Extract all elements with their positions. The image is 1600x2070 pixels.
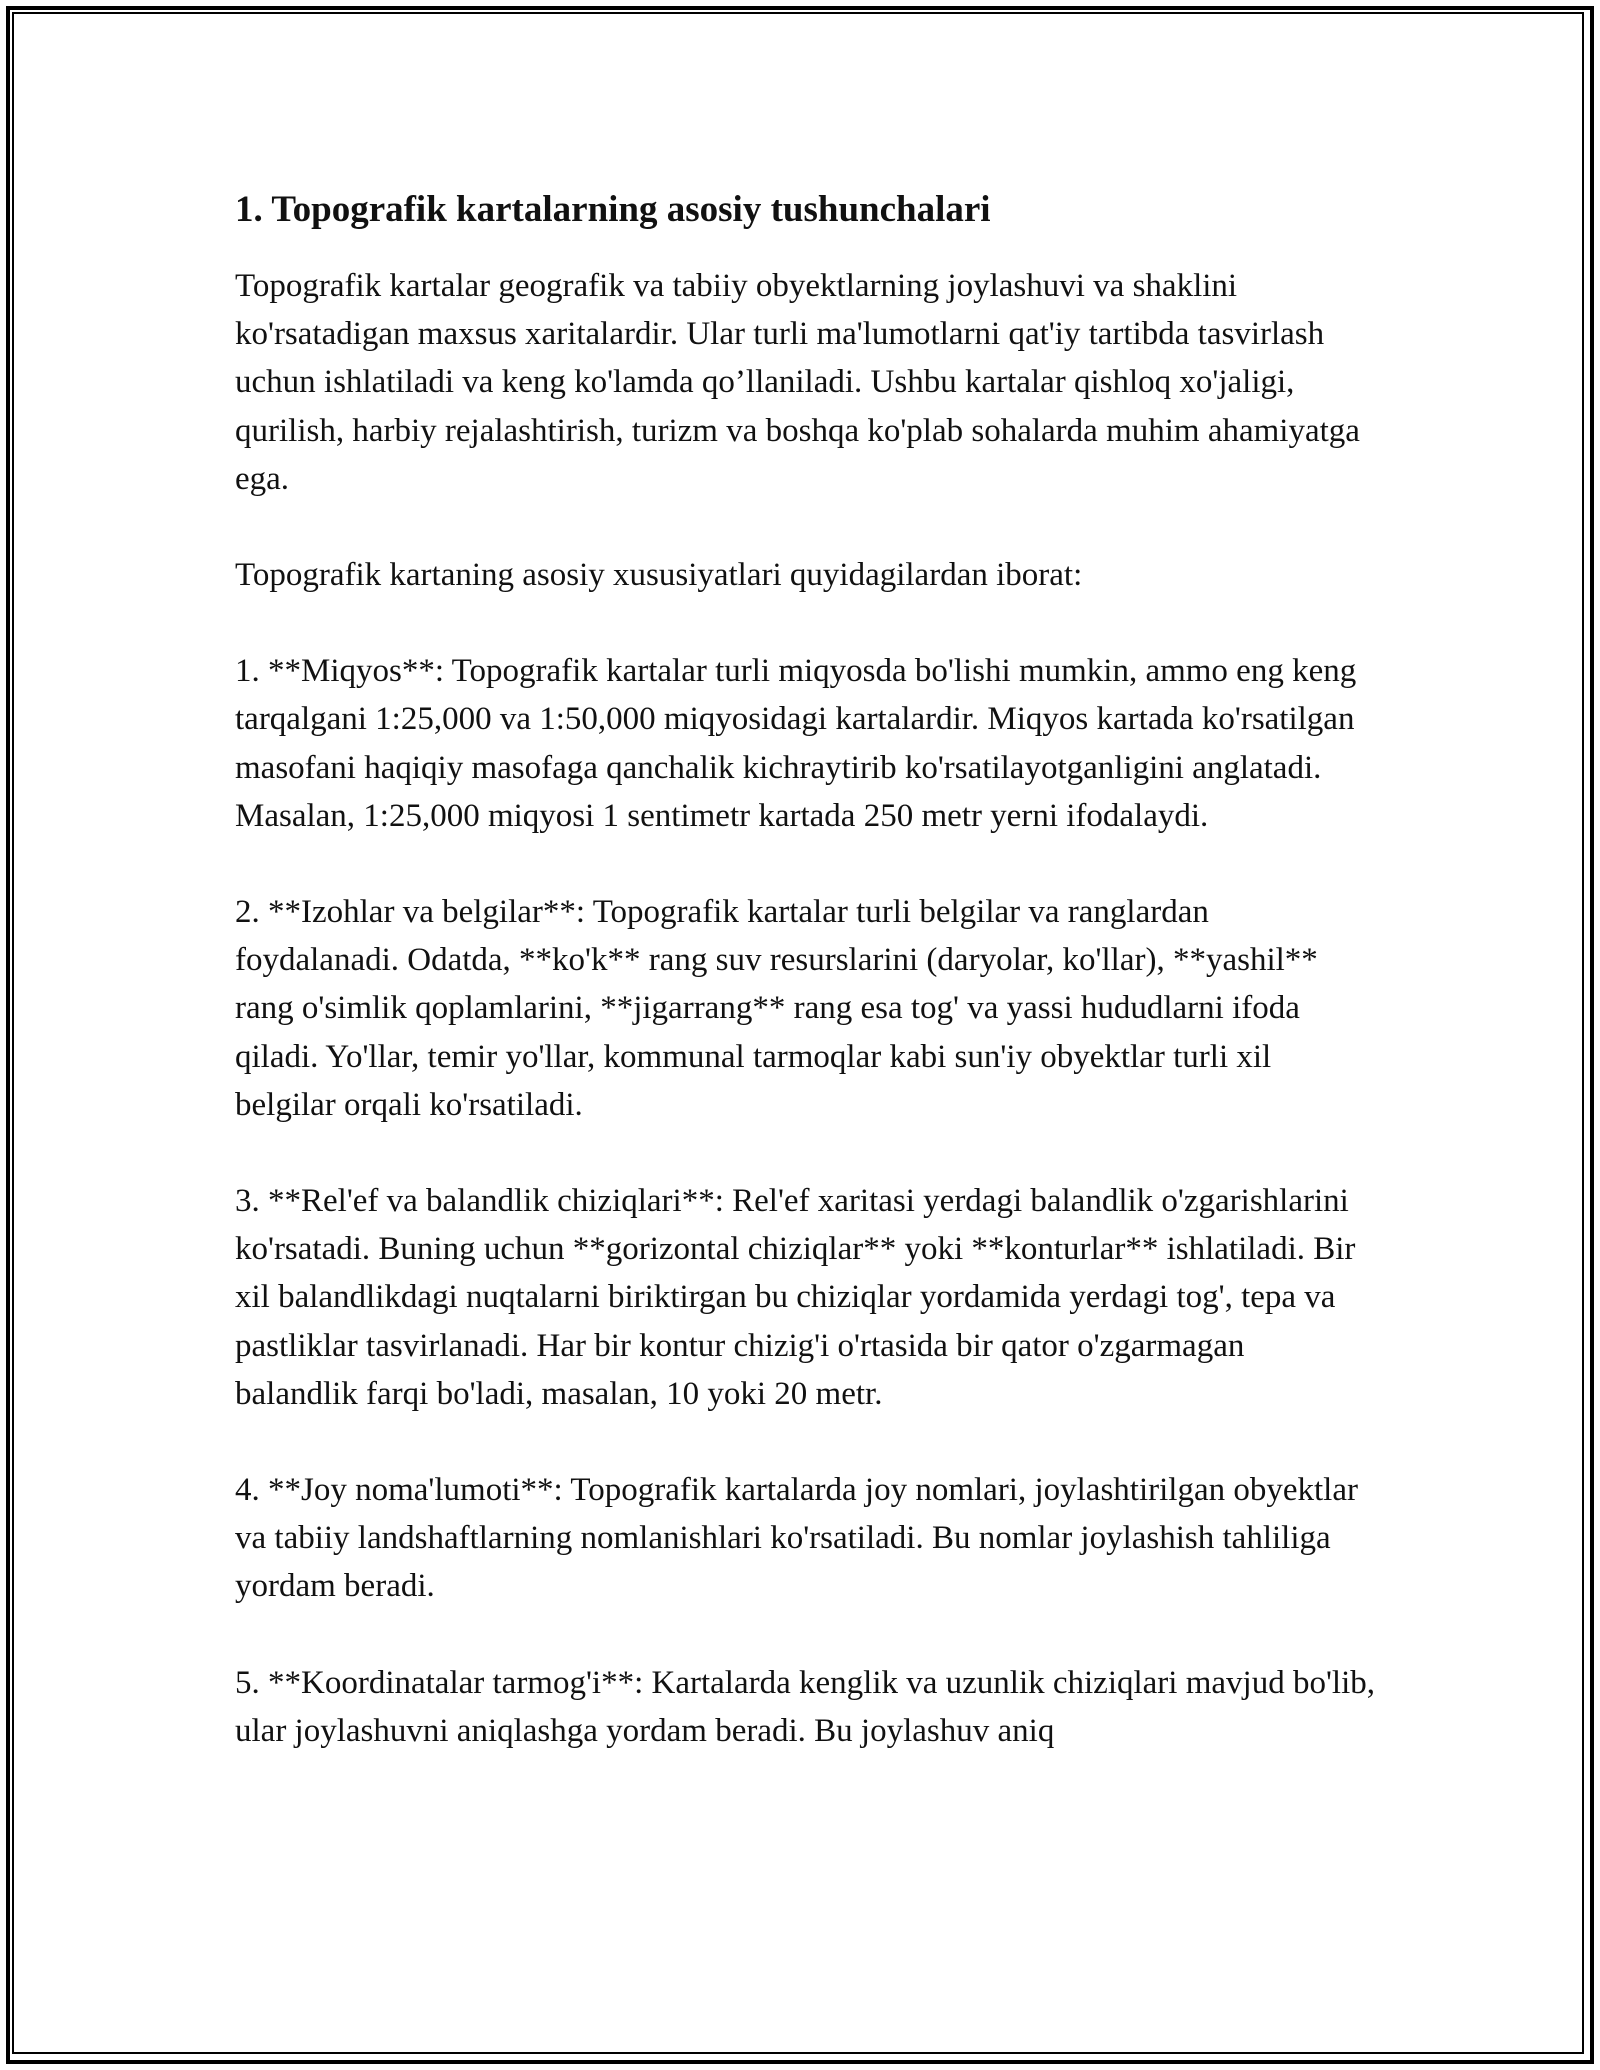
paragraph-place-names: 4. **Joy noma'lumoti**: Topografik kartalarda joy nomlari, joylashtirilgan obyektlar va tabiiy landshaftlarning nomlanishlari ko'rsatiladi. Bu nomlar joylashish tahliliga yordam beradi. — [235, 1472, 1358, 1605]
document-body — [235, 186, 1375, 1755]
paragraph-intro: Topografik kartalar geografik va tabiiy obyektlarning joylashuvi va shaklini ko'rsatadigan maxsus xaritalardir. Ular turli ma'lumotlarni qat'iy tartibda tasvirlash uchun ishlatiladi va keng ko'lamda qo’llaniladi. Ushbu kartalar qishloq xo'jaligi, qurilish, harbiy rejalashtirish, turizm va boshqa ko'plab sohalarda muhim ahamiyatga ega. — [235, 268, 1360, 497]
section-title: 1. Topografik kartalarning asosiy tushunchalari — [235, 189, 991, 230]
paragraph-scale: 1. **Miqyos**: Topografik kartalar turli miqyosda bo'lishi mumkin, ammo eng keng tarqalgani 1:25,000 va 1:50,000 miqyosidagi kartalardir. Miqyos kartada ko'rsatilgan masofani haqiqiy masofaga qanchalik kichraytirib ko'rsatilayotganligini anglatadi. Masalan, 1:25,000 miqyosi 1 sentimetr kartada 250 metr yerni ifodalaydi. — [235, 653, 1357, 834]
paragraph-features-intro: Topografik kartaning asosiy xususiyatlari quyidagilardan iborat: — [235, 557, 1083, 594]
paragraph-symbols: 2. **Izohlar va belgilar**: Topografik kartalar turli belgilar va ranglardan foydalanadi. Odatda, **ko'k** rang suv resurslarini (daryolar, ko'llar), **yashil** rang o'simlik qoplamlarini, **jigarrang** rang esa tog' va yassi hududlarni ifoda qiladi. Yo'llar, temir yo'llar, kommunal tarmoqlar kabi sun'iy obyektlar turli xil belgilar orqali ko'rsatiladi. — [235, 894, 1318, 1123]
paragraph-coordinates: 5. **Koordinatalar tarmog'i**: Kartalarda kenglik va uzunlik chiziqlari mavjud bo'lib, ular joylashuvni aniqlashga yordam beradi. Bu joylashuv aniq — [235, 1664, 1375, 1749]
paragraph-relief: 3. **Rel'ef va balandlik chiziqlari**: Rel'ef xaritasi yerdagi balandlik o'zgarishlarini ko'rsatadi. Buning uchun **gorizontal chiziqlar** yoki **konturlar** ishlatiladi. Bir xil balandlikdagi nuqtalarni biriktirgan bu chiziqlar yordamida yerdagi tog', tepa va pastliklar tasvirlanadi. Har bir kontur chizig'i o'rtasida bir qator o'zgarmagan balandlik farqi bo'ladi, masalan, 10 yoki 20 metr. — [235, 1183, 1356, 1412]
